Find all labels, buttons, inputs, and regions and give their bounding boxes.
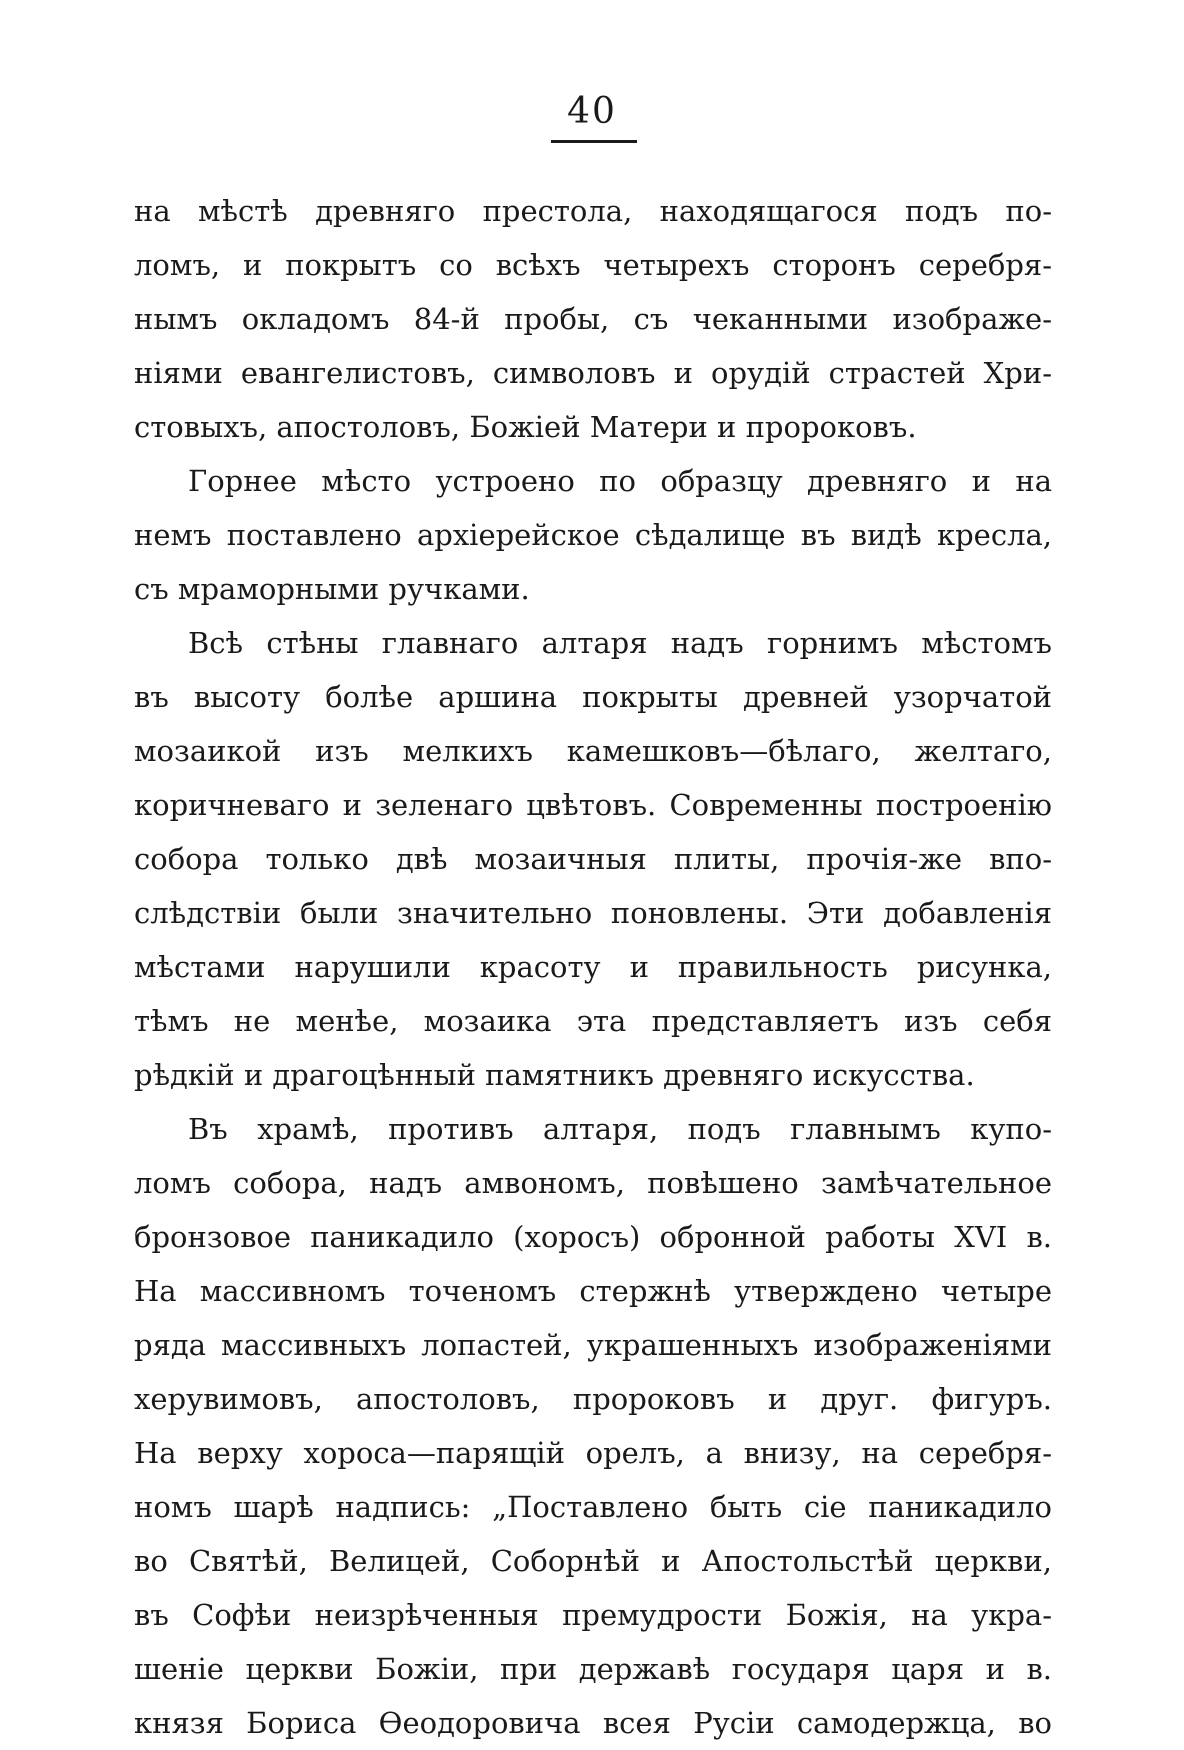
text-line: мѣстами нарушили красоту и правильность рисунка, [134, 950, 1052, 984]
text-line: въ высоту болѣе аршина покрыты древней узорчатой [134, 680, 1052, 714]
text-line: на мѣстѣ древняго престола, находящагося подъ по- [134, 194, 1052, 228]
text-line: во Святѣй, Велицей, Соборнѣй и Апостольстѣй церкви, [134, 1544, 1052, 1578]
body-text [134, 184, 1052, 1750]
text-line: князя Бориса Ѳеодоровича всея Русіи самодержца, во [134, 1706, 1052, 1740]
text-line: ломъ, и покрытъ со всѣхъ четырехъ сторонъ серебря- [134, 248, 1052, 282]
text-line: ряда массивныхъ лопастей, украшенныхъ изображеніями [134, 1328, 1052, 1362]
text-line: стовыхъ, апостоловъ, Божіей Матери и пророковъ. [134, 410, 917, 444]
text-line: немъ поставлено архіерейское сѣдалище въ видѣ кресла, [134, 518, 1052, 552]
text-line: въ Софѣи неизрѣченныя премудрости Божія, на укра- [134, 1598, 1052, 1632]
text-line: бронзовое паникадило (хоросъ) обронной работы XVI в. [134, 1220, 1052, 1254]
text-line: На массивномъ точеномъ стержнѣ утверждено четыре [134, 1274, 1052, 1308]
text-line: ломъ собора, надъ амвономъ, повѣшено замѣчательное [134, 1166, 1052, 1200]
text-line: ніями евангелистовъ, символовъ и орудій страстей Хри- [134, 356, 1052, 390]
text-line: Горнее мѣсто устроено по образцу древняго и на [188, 464, 1052, 498]
text-line: рѣдкій и драгоцѣнный памятникъ древняго искусства. [134, 1058, 975, 1092]
text-line: На верху хороса—парящій орелъ, а внизу, на серебря- [134, 1436, 1052, 1470]
text-line: шеніе церкви Божіи, при державѣ государя царя и в. [134, 1652, 1052, 1686]
page-number-rule [551, 140, 637, 143]
text-line: коричневаго и зеленаго цвѣтовъ. Современны построенію [134, 788, 1052, 822]
text-line: номъ шарѣ надпись: „Поставлено быть сіе паникадило [134, 1490, 1052, 1524]
text-line: тѣмъ не менѣе, мозаика эта представляетъ изъ себя [134, 1004, 1052, 1038]
text-line: Въ храмѣ, противъ алтаря, подъ главнымъ купо- [188, 1112, 1052, 1146]
text-line: нымъ окладомъ 84-й пробы, съ чеканными изображе- [134, 302, 1052, 336]
text-line: херувимовъ, апостоловъ, пророковъ и друг. фигуръ. [134, 1382, 1052, 1416]
text-line: мозаикой изъ мелкихъ камешковъ—бѣлаго, желтаго, [134, 734, 1052, 768]
text-line: собора только двѣ мозаичныя плиты, прочія-же впо- [134, 842, 1052, 876]
text-line: Всѣ стѣны главнаго алтаря надъ горнимъ мѣстомъ [188, 626, 1052, 660]
text-line: съ мраморными ручками. [134, 572, 530, 606]
text-line: слѣдствіи были значительно поновлены. Эти добавленія [134, 896, 1052, 930]
page-number: 40 [567, 91, 617, 132]
